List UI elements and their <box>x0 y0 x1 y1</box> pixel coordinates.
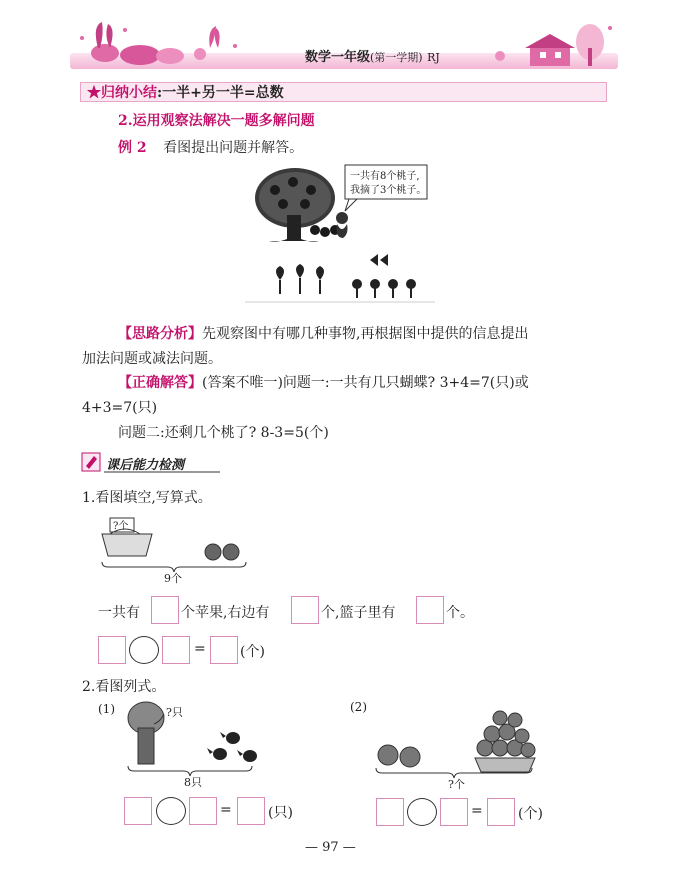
page-header <box>70 8 618 78</box>
equation-box[interactable] <box>189 797 217 825</box>
header-decoration <box>70 8 618 78</box>
speech-line1: 一共有8个桃子, <box>350 171 420 182</box>
header-semester: (第一学期) <box>370 51 423 64</box>
example-line <box>118 137 303 157</box>
equation-box[interactable] <box>98 636 126 664</box>
equals-sign: = <box>471 803 483 819</box>
analysis-text1: 先观察图中有哪几种事物,再根据图中提供的信息提出 <box>202 326 529 342</box>
practice-title: 课后能力检测 <box>106 458 185 473</box>
header-title <box>305 46 440 65</box>
equation-box[interactable] <box>124 797 152 825</box>
q1-fill-part2: 个苹果,右边有 <box>181 605 270 621</box>
q1-fill-part1: 一共有 <box>98 605 140 621</box>
equation-box[interactable] <box>440 798 468 826</box>
answer-text1: (答案不唯一)问题一:一共有几只蝴蝶? 3+4=7(只)或 <box>202 375 529 391</box>
header-edition: RJ <box>427 51 440 64</box>
example-illustration <box>245 160 435 310</box>
summary-box <box>80 82 607 102</box>
answer-line1 <box>118 372 529 392</box>
q2-p1-illustration <box>118 700 278 790</box>
header-book-title: 数学一年级 <box>305 50 371 65</box>
answer-text2: 4+3=7(只) <box>82 400 158 416</box>
operator-circle[interactable] <box>407 798 437 826</box>
operator-circle[interactable] <box>129 636 159 664</box>
q1-basket-label: ?个 <box>113 521 129 532</box>
summary-label: 归纳小结 <box>101 85 157 101</box>
q2-p2-illustration <box>370 700 540 792</box>
page-number: — 97 — <box>305 840 356 855</box>
answer-text3: 问题二:还剩几个桃了? 8-3=5(个) <box>118 425 329 441</box>
equation-box[interactable] <box>237 797 265 825</box>
analysis-label: 【思路分析】 <box>118 326 202 342</box>
operator-circle[interactable] <box>156 797 186 825</box>
equation-box[interactable] <box>376 798 404 826</box>
q1-fill-part3: 个,篮子里有 <box>321 605 396 621</box>
q2-p1-total-label: 8只 <box>184 776 202 789</box>
star-icon: ★ <box>87 85 101 101</box>
q2-p1-label: (1) <box>98 702 115 716</box>
equals-sign: = <box>220 802 232 818</box>
q2-p2-total-label: ?个 <box>448 778 465 791</box>
q2-p1-question-label: ?只 <box>166 706 183 719</box>
example-label: 例 2 <box>118 140 147 156</box>
answer-label: 【正确解答】 <box>118 375 202 391</box>
q2-title: 2.看图列式。 <box>82 679 166 695</box>
example-prompt: 看图提出问题并解答。 <box>163 140 304 156</box>
unit-label: (个) <box>240 644 265 660</box>
speech-line2: 我摘了3个桃子。 <box>350 185 427 196</box>
equation-box[interactable] <box>162 636 190 664</box>
analysis-text2: 加法问题或减法问题。 <box>82 351 222 367</box>
analysis-line1 <box>118 323 528 343</box>
section-title: 2.运用观察法解决一题多解问题 <box>118 113 315 129</box>
equals-sign: = <box>194 641 206 657</box>
answer-box[interactable] <box>291 596 319 624</box>
q1-illustration <box>98 512 248 587</box>
answer-box[interactable] <box>151 596 179 624</box>
q1-total-label: 9个 <box>164 572 182 585</box>
answer-box[interactable] <box>416 596 444 624</box>
summary-text: :一半+另一半=总数 <box>157 85 284 101</box>
equation-box[interactable] <box>210 636 238 664</box>
q1-title: 1.看图填空,写算式。 <box>82 490 212 506</box>
unit-label: (只) <box>268 805 293 821</box>
q2-p2-label: (2) <box>350 700 367 714</box>
unit-label: (个) <box>518 806 543 822</box>
equation-box[interactable] <box>487 798 515 826</box>
q1-fill-part4: 个。 <box>446 605 474 621</box>
